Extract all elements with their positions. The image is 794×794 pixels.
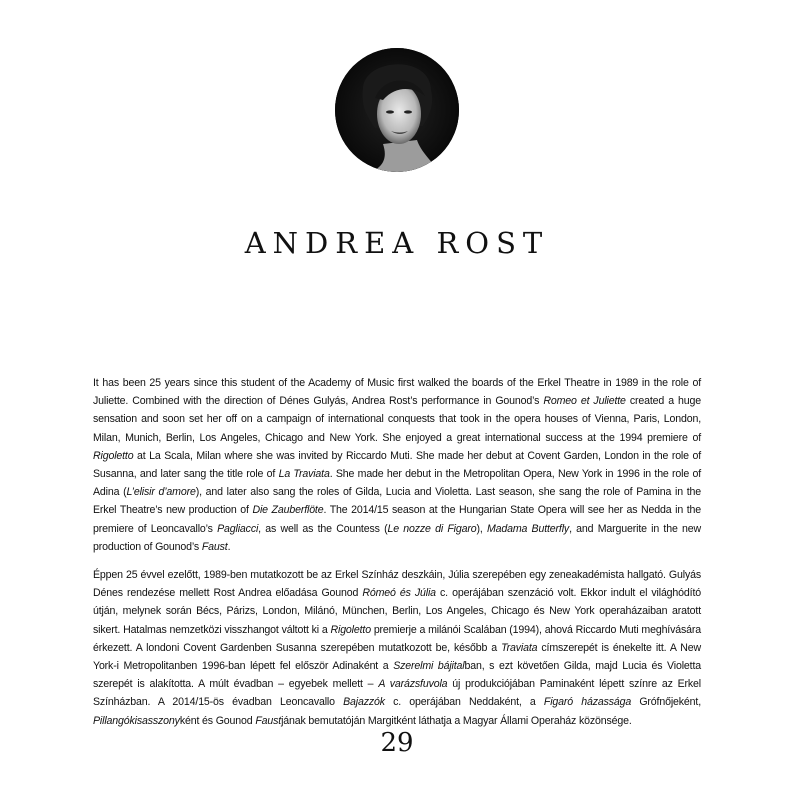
biography xyxy=(93,374,701,740)
performer-name: ANDREA ROST xyxy=(244,226,550,260)
portrait-illustration xyxy=(335,48,459,172)
page-number: 29 xyxy=(380,728,414,758)
portrait-photo xyxy=(335,48,459,172)
biography-english: It has been 25 years since this student of the Academy of Music first walked the boards of the Erkel Theatre in 1989 in the role of Juliette. Combined with the direction of Dénes Gulyás, Andrea Rost’s performance in Gounod’s Romeo et Juliette created a huge sensation and soon set her off on a campaign of international conquests that took in the opera houses of Vienna, Paris, London, Milan, Munich, Berlin, Los Angeles, Chicago and New York. She enjoyed a great international success at the 1994 premiere of Rigoletto at La Scala, Milan where she was invited by Riccardo Muti. She made her debut at Covent Garden, London in the role of Susanna, and later sang the title role of La Traviata. She made her debut in the Metropolitan Opera, New York in 1996 in the role of Adina (L’elisir d’amore), and later also sang the roles of Gilda, Lucia and Violetta. Last season, she sang the role of Pamina in the Erkel Theatre’s new production of Die Zauberflöte. The 2014/15 season at the Hungarian State Opera will see her as Nedda in the premiere of Leoncavallo’s Pagliacci, as well as the Countess (Le nozze di Figaro), Madama Butterfly, and Marguerite in the new production of Gounod’s Faust. xyxy=(93,377,702,553)
biography-hungarian: Éppen 25 évvel ezelőtt, 1989-ben mutatkozott be az Erkel Színház deszkáin, Júlia szerepében egy zeneakadémista hallgató. Gulyás Dénes rendezése mellett Rost Andrea előadása Gounod Rómeó és Júlia c. operájában szenzáció volt. Ekkor indult el világhódító útján, melynek során Bécs, Párizs, London, Milánó, München, Berlin, Los Angeles, Chicago és New York operaházaiban aratott sikert. Hatalmas nemzetközi visszhangot váltott ki a Rigoletto premierje a milánói Scalában (1994), ahová Riccardo Muti meghívására érkezett. A londoni Covent Gardenben Susanna szerepében mutatkozott be, később a Traviata címszerepét is énekelte itt. A New York-i Metropolitanben 1996-ban lépett fel először Adinaként a Szerelmi bájitalban, s ezt követően Gilda, majd Lucia és Violetta szerepét is alakította. A múlt évadban – egyebek mellett – A varázsfuvola új produkciójában Paminaként lépett színre az Erkel Színházban. A 2014/15-ös évadban Leoncavallo Bajazzók c. operájában Neddaként, a Figaró házassága Grófnőjeként, Pillangókisasszonyként és Gounod Faustjának bemutatóján Margitként láthatja a Magyar Állami Operaház közönsége. xyxy=(93,569,702,727)
